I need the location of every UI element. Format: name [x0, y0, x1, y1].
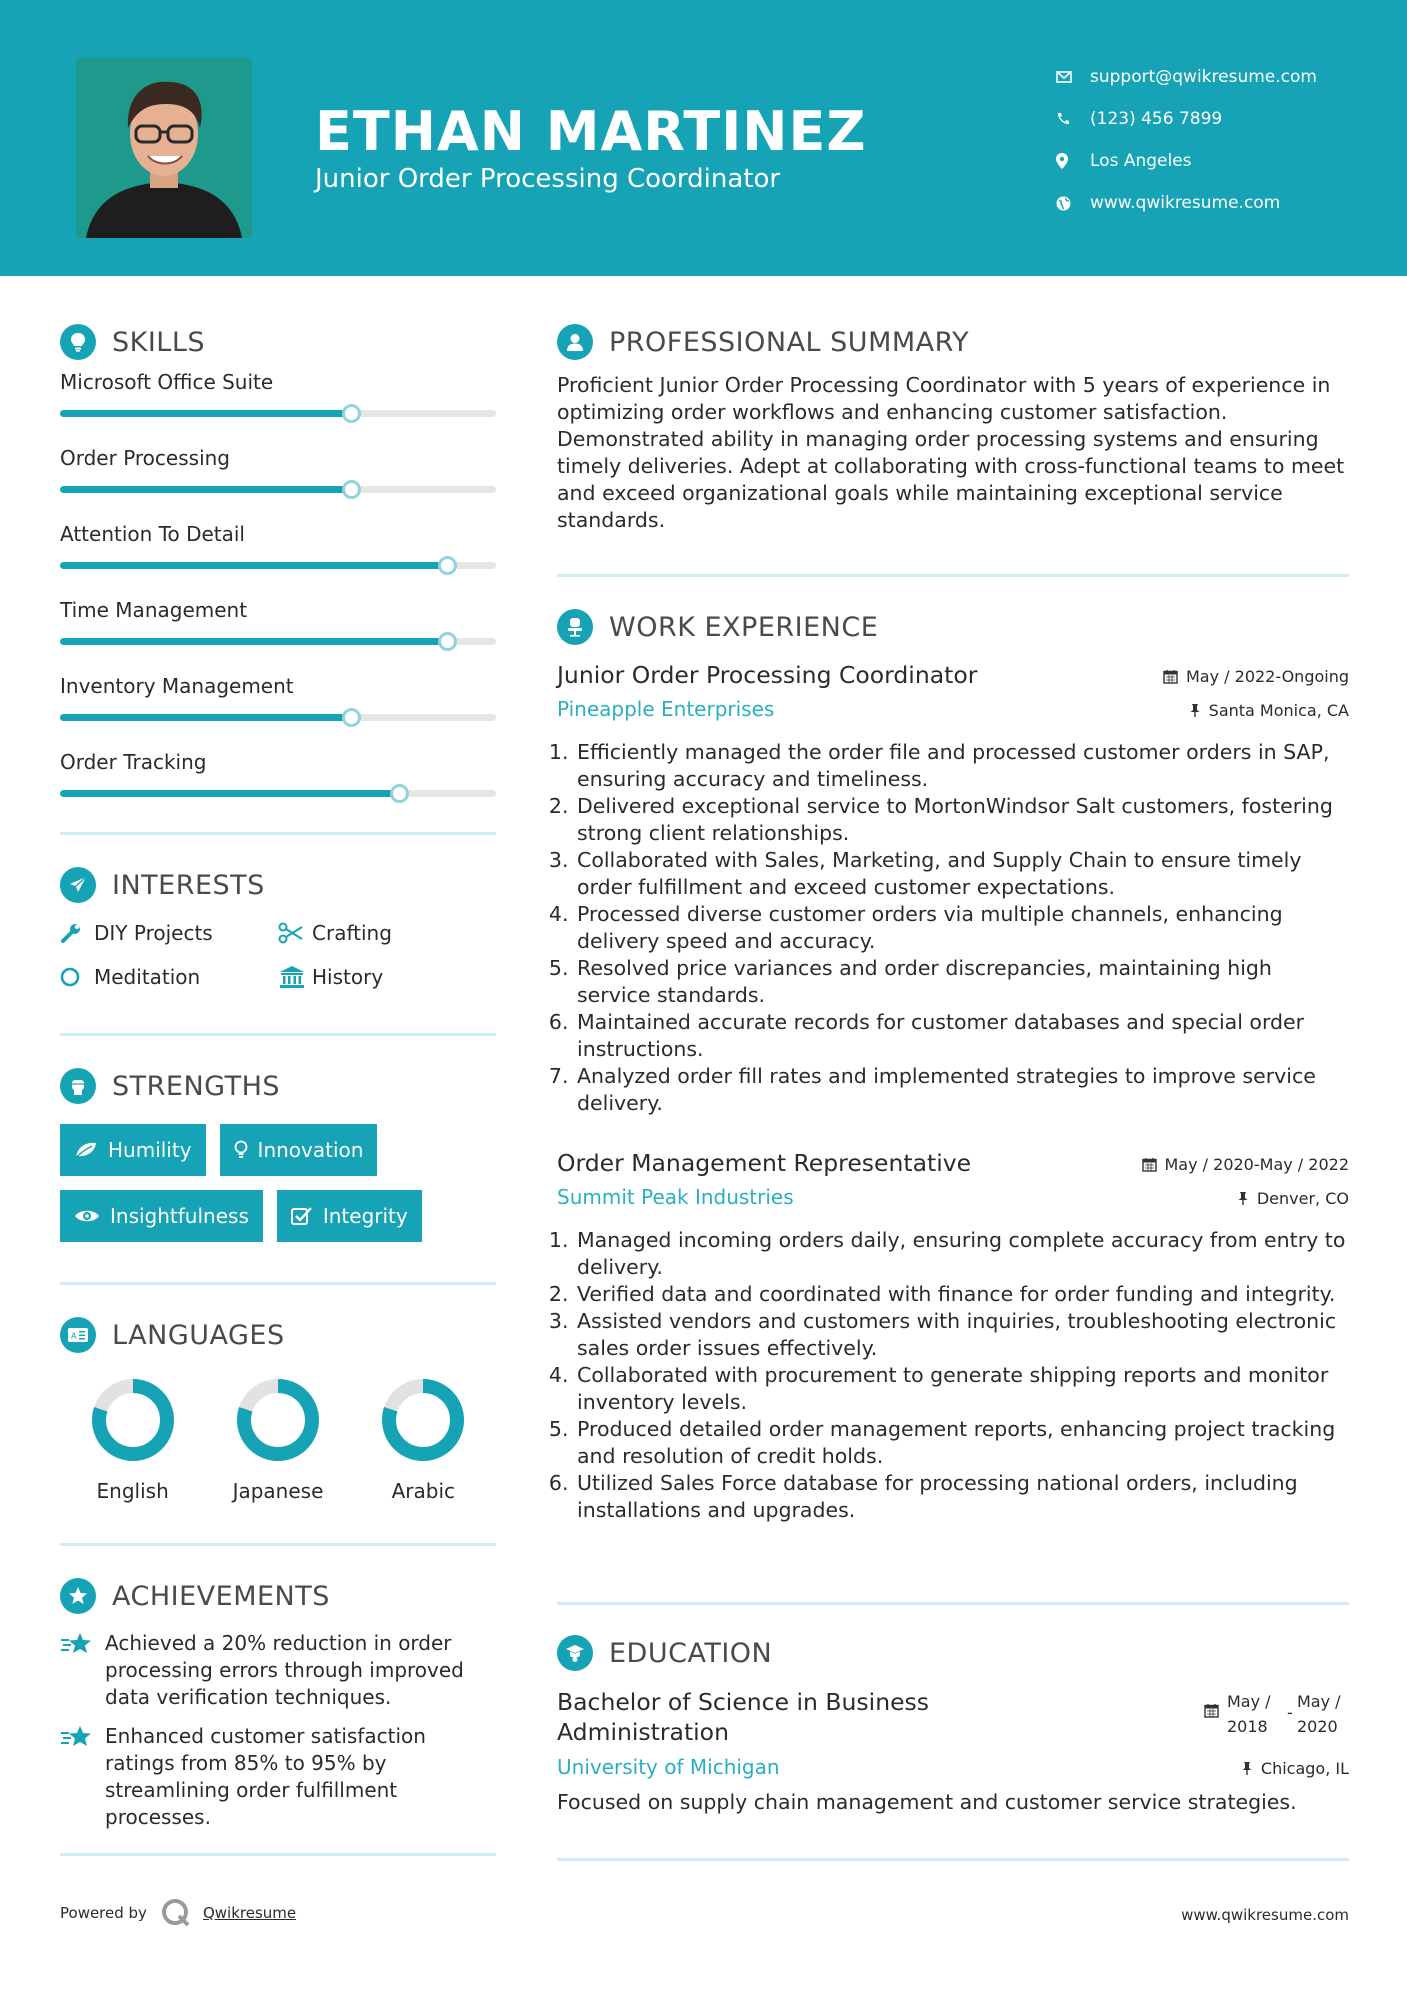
pushpin-icon: [1241, 1761, 1253, 1776]
candidate-title: Junior Order Processing Coordinator: [315, 164, 781, 194]
map-pin-icon: [1056, 153, 1090, 169]
achievements-title: ACHIEVEMENTS: [112, 1580, 330, 1612]
job-header: [557, 1149, 1349, 1177]
skill-bar-knob: [438, 632, 457, 651]
education-dates: [1204, 1689, 1349, 1739]
powered-by-label: Powered by: [60, 1904, 147, 1922]
strengths-list: [60, 1124, 496, 1242]
interest-label: Crafting: [312, 921, 392, 945]
skill-item: [60, 674, 496, 750]
pushpin-icon: [1237, 1191, 1249, 1206]
contact-location: [1056, 140, 1376, 182]
section-divider: [557, 1858, 1349, 1861]
achievements-heading: [60, 1576, 496, 1616]
strength-label: Insightfulness: [110, 1204, 249, 1228]
skill-item: [60, 598, 496, 674]
education-location: [1241, 1759, 1349, 1778]
skill-label: Order Tracking: [60, 750, 207, 774]
strengths-title: STRENGTHS: [112, 1070, 281, 1102]
education-section: [557, 1602, 1349, 1861]
achievement-item: [60, 1723, 496, 1831]
user-icon: [557, 324, 593, 360]
skill-bar-knob: [342, 404, 361, 423]
language-item: [351, 1377, 496, 1503]
duty-item: 2. Delivered exceptional service to MortonWindsor Salt customers, fostering strong client relationships.: [575, 793, 1349, 847]
skill-bar: [60, 562, 496, 569]
interest-label: DIY Projects: [94, 921, 213, 945]
strength-tag: [220, 1124, 378, 1176]
job-dates: [1163, 667, 1349, 686]
contact-email[interactable]: [1056, 56, 1376, 98]
briefcase-chair-icon: [557, 609, 593, 645]
job-location-text: Santa Monica, CA: [1208, 701, 1349, 720]
contact-phone-text: (123) 456 7899: [1090, 109, 1223, 129]
company-name: Pineapple Enterprises: [557, 697, 775, 721]
job-title: Order Management Representative: [557, 1149, 972, 1177]
interest-item: [278, 917, 496, 949]
date-separator: -: [1287, 1703, 1293, 1722]
duty-item: 4. Collaborated with procurement to generate shipping reports and monitor inventory levels.: [575, 1362, 1349, 1416]
phone-icon: [1056, 112, 1090, 126]
lightbulb-icon: [60, 324, 96, 360]
checkbox-icon: [291, 1206, 313, 1226]
skill-bar-knob: [342, 708, 361, 727]
left-column: [60, 322, 496, 1856]
duty-item: 1. Managed incoming orders daily, ensuring complete accuracy from entry to delivery.: [575, 1227, 1349, 1281]
duty-item: 4. Processed diverse customer orders via multiple channels, enhancing delivery speed and accuracy.: [575, 901, 1349, 955]
envelope-icon: [1056, 71, 1090, 83]
job-location: [1189, 701, 1349, 720]
skill-label: Time Management: [60, 598, 248, 622]
duty-item: 6. Utilized Sales Force database for processing national orders, including installations and upgrades.: [575, 1470, 1349, 1524]
job-dates-text: May / 2020-May / 2022: [1164, 1155, 1349, 1174]
scissors-icon: [278, 922, 312, 944]
strength-label: Humility: [108, 1138, 192, 1162]
calendar-icon: [1163, 669, 1178, 684]
skill-item: [60, 446, 496, 522]
footer-powered-by: [60, 1898, 296, 1928]
skills-heading: [60, 322, 496, 362]
duty-item: 3. Collaborated with Sales, Marketing, and Supply Chain to ensure timely order fulfillment and exceed customer expectations.: [575, 847, 1349, 901]
strength-tag: [60, 1190, 263, 1242]
contact-website[interactable]: [1056, 182, 1376, 224]
school-name: University of Michigan: [557, 1755, 780, 1779]
skill-bar-fill: [60, 714, 352, 721]
achievement-text: Achieved a 20% reduction in order processing errors through improved data verification techniques.: [105, 1631, 464, 1709]
interest-item: [278, 961, 496, 993]
section-divider: [60, 1033, 496, 1036]
skill-bar-fill: [60, 638, 448, 645]
interest-item: [60, 961, 278, 993]
pushpin-icon: [1189, 703, 1201, 718]
calendar-icon: [1142, 1157, 1157, 1172]
paper-plane-icon: [60, 867, 96, 903]
language-label: Arabic: [391, 1479, 456, 1503]
job-duties: [575, 1227, 1349, 1524]
skill-bar: [60, 638, 496, 645]
contact-phone[interactable]: [1056, 98, 1376, 140]
graduate-icon: [557, 1635, 593, 1671]
strength-label: Innovation: [257, 1138, 364, 1162]
fist-icon: [60, 1068, 96, 1104]
language-donut: [90, 1377, 176, 1463]
calendar-icon: [1204, 1703, 1219, 1718]
job-title: Junior Order Processing Coordinator: [557, 661, 978, 689]
education-description: Focused on supply chain management and customer service strategies.: [557, 1790, 1297, 1814]
skill-item: [60, 522, 496, 598]
achievements-list: [60, 1630, 496, 1831]
skill-label: Order Processing: [60, 446, 230, 470]
languages-list: [60, 1377, 496, 1503]
interest-label: Meditation: [94, 965, 201, 989]
skills-list: [60, 370, 496, 826]
skill-label: Microsoft Office Suite: [60, 370, 274, 394]
achievement-item: [60, 1630, 496, 1711]
footer-website[interactable]: www.qwikresume.com: [1181, 1906, 1349, 1924]
contact-email-text: support@qwikresume.com: [1090, 67, 1317, 87]
skill-item: [60, 750, 496, 826]
leaf-icon: [74, 1141, 98, 1159]
contact-website-text: www.qwikresume.com: [1090, 193, 1281, 213]
duty-item: 1. Efficiently managed the order file and processed customer orders in SAP, ensuring accuracy and timeliness.: [575, 739, 1349, 793]
star-icon: [60, 1630, 105, 1711]
language-item: [60, 1377, 205, 1503]
skill-bar-knob: [438, 556, 457, 575]
interests-list: [60, 917, 496, 993]
language-donut: [235, 1377, 321, 1463]
skill-label: Attention To Detail: [60, 522, 245, 546]
duty-item: 3. Assisted vendors and customers with inquiries, troubleshooting electronic sales order issues effectively.: [575, 1308, 1349, 1362]
strength-tag: [277, 1190, 422, 1242]
section-divider: [557, 574, 1349, 577]
eye-icon: [74, 1208, 100, 1224]
job-entry: [557, 1149, 1349, 1524]
education-location-text: Chicago, IL: [1260, 1759, 1349, 1778]
section-divider: [60, 1853, 496, 1856]
interest-item: [60, 917, 278, 949]
globe-icon: [1056, 196, 1090, 211]
skill-bar: [60, 486, 496, 493]
education-end: May / 2020: [1297, 1692, 1341, 1736]
duty-item: 5. Produced detailed order management reports, enhancing project tracking and resolution of credit holds.: [575, 1416, 1349, 1470]
duty-item: 7. Analyzed order fill rates and implemented strategies to improve service delivery.: [575, 1063, 1349, 1117]
skill-bar: [60, 790, 496, 797]
star-icon: [60, 1723, 105, 1831]
strength-label: Integrity: [322, 1204, 408, 1228]
lightbulb-icon: [234, 1140, 248, 1160]
company-name: Summit Peak Industries: [557, 1185, 794, 1209]
strength-tag: [60, 1124, 206, 1176]
contact-info: [1056, 56, 1376, 224]
job-dates: [1142, 1155, 1350, 1174]
qwikresume-link[interactable]: Qwikresume: [202, 1904, 297, 1922]
skill-bar-fill: [60, 486, 352, 493]
summary-text: Proficient Junior Order Processing Coordinator with 5 years of experience in optimizing order workflows and enhancing customer satisfaction. Demonstrated ability in managing order processing systems and ensuring timely deliveries. Adept at collaborating with cross-functional teams to meet and exceed organizational goals while maintaining exceptional service standards.: [557, 373, 1345, 532]
job-header: [557, 661, 1349, 689]
language-label: English: [96, 1479, 169, 1503]
languages-title: LANGUAGES: [112, 1319, 285, 1351]
skill-bar-fill: [60, 562, 448, 569]
skill-bar-knob: [342, 480, 361, 499]
language-donut: [380, 1377, 466, 1463]
job-subheader: [557, 1185, 1349, 1209]
education-title: EDUCATION: [609, 1637, 773, 1669]
profile-photo: [76, 58, 252, 238]
skills-title: SKILLS: [112, 326, 206, 358]
candidate-name: ETHAN MARTINEZ: [315, 100, 867, 163]
duty-item: 5. Resolved price variances and order discrepancies, maintaining high service standards.: [575, 955, 1349, 1009]
experience-heading: [557, 607, 1349, 647]
section-divider: [557, 1602, 1349, 1605]
education-heading: [557, 1633, 1349, 1673]
skill-bar: [60, 714, 496, 721]
interests-title: INTERESTS: [112, 869, 265, 901]
star-badge-icon: [60, 1578, 96, 1614]
section-divider: [60, 1543, 496, 1546]
summary-title: PROFESSIONAL SUMMARY: [609, 326, 970, 358]
resume-header: [0, 0, 1407, 276]
skill-item: [60, 370, 496, 446]
interests-heading: [60, 865, 496, 905]
job-location-text: Denver, CO: [1256, 1189, 1349, 1208]
section-divider: [60, 832, 496, 835]
right-column: [557, 322, 1349, 1524]
education-subheader: [557, 1755, 1349, 1779]
job-entry: [557, 661, 1349, 1117]
svg-text:A: A: [71, 1331, 77, 1341]
language-item: [205, 1377, 350, 1503]
degree-name: Bachelor of Science in Business Administration: [557, 1688, 930, 1746]
skill-label: Inventory Management: [60, 674, 294, 698]
job-duties: [575, 739, 1349, 1117]
contact-location-text: Los Angeles: [1090, 151, 1192, 171]
skill-bar-fill: [60, 410, 352, 417]
summary-heading: [557, 322, 1349, 362]
qwikresume-logo-icon: [161, 1898, 191, 1928]
strengths-heading: [60, 1066, 496, 1106]
section-divider: [60, 1282, 496, 1285]
achievement-text: Enhanced customer satisfaction ratings from 85% to 95% by streamlining order fulfillment processes.: [105, 1724, 426, 1829]
interest-label: History: [312, 965, 384, 989]
language-icon: [60, 1317, 96, 1353]
job-subheader: [557, 697, 1349, 721]
duty-item: 2. Verified data and coordinated with finance for order funding and integrity.: [575, 1281, 1349, 1308]
circle-icon: [60, 966, 94, 988]
wrench-icon: [60, 922, 94, 944]
job-location: [1237, 1189, 1349, 1208]
museum-icon: [278, 965, 312, 989]
education-start: May / 2018: [1227, 1692, 1271, 1736]
skill-bar-fill: [60, 790, 400, 797]
skill-bar: [60, 410, 496, 417]
duty-item: 6. Maintained accurate records for customer databases and special order instructions.: [575, 1009, 1349, 1063]
education-header: [557, 1687, 1349, 1747]
language-label: Japanese: [232, 1479, 324, 1503]
experience-title: WORK EXPERIENCE: [609, 611, 879, 643]
job-dates-text: May / 2022-Ongoing: [1186, 667, 1349, 686]
skill-bar-knob: [390, 784, 409, 803]
languages-heading: [60, 1315, 496, 1355]
